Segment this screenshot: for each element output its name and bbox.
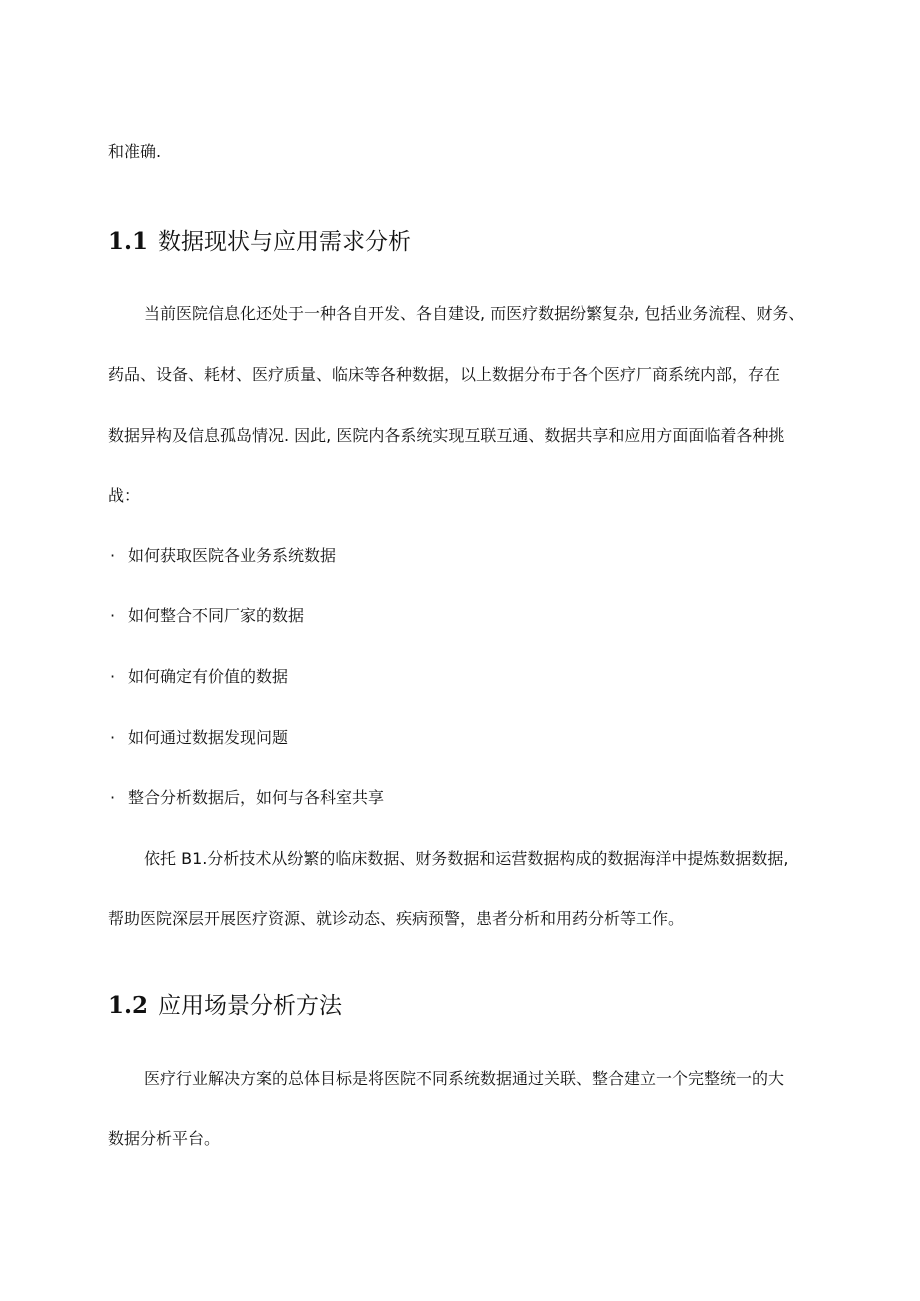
bullet-item xyxy=(110,728,288,748)
bullet-text: 如何获取医院各业务系统数据 xyxy=(128,546,337,565)
bullet-text: 如何确定有价值的数据 xyxy=(128,667,289,686)
paragraph-line: 依托 B1.分析技术从纷繁的临床数据、财务数据和运营数据构成的数据海洋中提炼数据数据, xyxy=(144,849,789,868)
paragraph-line: 数据分析平台。 xyxy=(108,1129,221,1148)
bullet-item xyxy=(110,606,304,626)
paragraph-line: 药品、设备、耗材、医疗质量、临床等各种数据，以上数据分布于各个医疗厂商系统内部，存在 xyxy=(108,365,781,384)
section-heading-1-2 xyxy=(108,991,342,1021)
bullet-text: 如何整合不同厂家的数据 xyxy=(128,606,305,625)
bullet-item xyxy=(110,546,336,566)
bullet-marker: · xyxy=(110,728,116,747)
continuation-text: 和准确. xyxy=(108,142,162,161)
bullet-item xyxy=(110,667,288,687)
bullet-text: 如何通过数据发现问题 xyxy=(128,728,289,747)
bullet-marker: · xyxy=(110,788,116,807)
paragraph-line: 帮助医院深层开展医疗资源、就诊动态、疾病预警，患者分析和用药分析等工作。 xyxy=(108,909,685,928)
section-heading-1-1 xyxy=(108,227,411,257)
bullet-text: 整合分析数据后，如何与各科室共享 xyxy=(128,788,385,807)
paragraph-line: 医疗行业解决方案的总体目标是将医院不同系统数据通过关联、整合建立一个完整统一的大 xyxy=(144,1069,785,1088)
bullet-marker: · xyxy=(110,546,116,565)
paragraph-line: 数据异构及信息孤岛情况. 因此, 医院内各系统实现互联互通、数据共享和应用方面面临着各种挑 xyxy=(108,426,785,445)
bullet-item xyxy=(110,788,384,808)
section-number: 1.1 xyxy=(108,228,149,255)
bullet-marker: · xyxy=(110,667,116,686)
bullet-marker: · xyxy=(110,606,116,625)
section-title: 应用场景分析方法 xyxy=(158,993,342,1019)
paragraph-line: 战： xyxy=(108,486,141,505)
section-number: 1.2 xyxy=(108,992,149,1019)
section-title: 数据现状与应用需求分析 xyxy=(158,229,411,255)
paragraph-line: 当前医院信息化还处于一种各自开发、各自建设, 而医疗数据纷繁复杂, 包括业务流程、财务、 xyxy=(144,304,805,323)
